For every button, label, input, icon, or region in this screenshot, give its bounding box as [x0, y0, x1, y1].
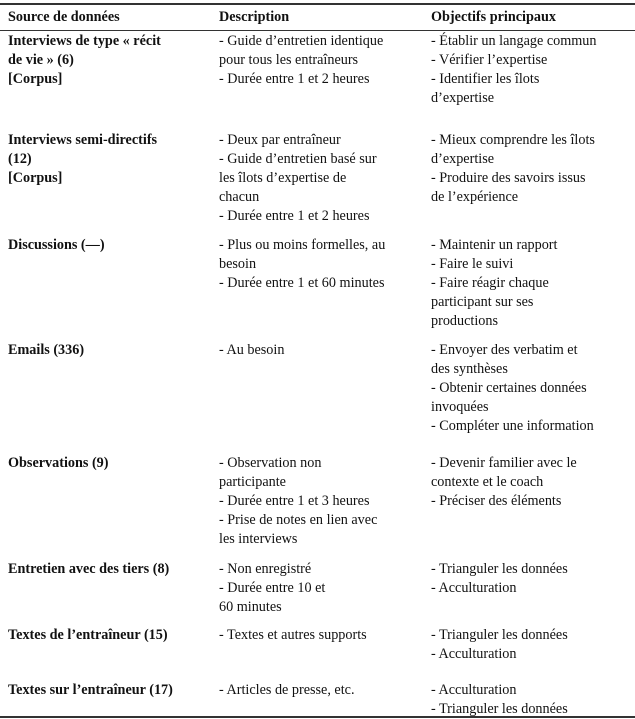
cell-line: des synthèses: [431, 361, 508, 377]
table-header-rule: [0, 30, 635, 31]
cell-line: participant sur ses: [431, 294, 534, 310]
cell-line: de vie » (6): [8, 52, 74, 68]
cell-line: invoquées: [431, 399, 489, 415]
cell-line: les interviews: [219, 531, 298, 547]
cell-line: - Plus ou moins formelles, au: [219, 237, 386, 253]
cell-line: - Deux par entraîneur: [219, 132, 341, 148]
cell-line: Interviews semi-directifs: [8, 132, 158, 148]
cell-line: - Articles de presse, etc.: [219, 682, 355, 698]
cell-line: - Établir un langage commun: [431, 33, 597, 49]
cell-line: pour tous les entraîneurs: [219, 52, 359, 68]
header-source: Source de données: [8, 9, 120, 25]
cell-line: - Compléter une information: [431, 418, 594, 434]
description-cell: [219, 131, 419, 226]
cell-line: chacun: [219, 189, 260, 205]
table-top-rule: [0, 3, 635, 5]
objectifs-cell: [431, 681, 631, 719]
cell-line: - Envoyer des verbatim et: [431, 342, 578, 358]
cell-line: - Durée entre 1 et 60 minutes: [219, 275, 385, 291]
cell-line: - Guide d’entretien basé sur: [219, 151, 377, 167]
description-cell: [219, 560, 419, 617]
cell-line: - Vérifier l’expertise: [431, 52, 548, 68]
cell-line: productions: [431, 313, 498, 329]
cell-line: d’expertise: [431, 151, 495, 167]
cell-line: - Trianguler les données: [431, 561, 568, 577]
cell-line: (12): [8, 151, 32, 167]
objectifs-cell: [431, 560, 631, 598]
description-cell: [219, 32, 419, 89]
header-objectifs: Objectifs principaux: [431, 9, 556, 25]
cell-line: - Faire le suivi: [431, 256, 514, 272]
objectifs-cell: [431, 454, 631, 511]
cell-line: de l’expérience: [431, 189, 519, 205]
objectifs-cell: [431, 32, 631, 108]
cell-line: [Corpus]: [8, 71, 63, 87]
cell-line: Emails (336): [8, 342, 85, 358]
cell-line: - Durée entre 1 et 2 heures: [219, 71, 370, 87]
cell-line: Interviews de type « récit: [8, 33, 161, 49]
cell-line: - Acculturation: [431, 580, 517, 596]
cell-line: contexte et le coach: [431, 474, 544, 490]
source-cell: [8, 626, 218, 645]
cell-line: Discussions (—): [8, 237, 105, 253]
description-cell: [219, 454, 419, 549]
cell-line: - Durée entre 1 et 2 heures: [219, 208, 370, 224]
source-cell: [8, 32, 218, 89]
source-cell: [8, 341, 218, 360]
objectifs-cell: [431, 341, 631, 436]
source-cell: [8, 454, 218, 473]
cell-line: - Obtenir certaines données: [431, 380, 587, 396]
cell-line: - Guide d’entretien identique: [219, 33, 384, 49]
cell-line: 60 minutes: [219, 599, 282, 615]
cell-line: - Prise de notes en lien avec: [219, 512, 378, 528]
source-cell: [8, 681, 218, 700]
source-cell: [8, 236, 218, 255]
objectifs-cell: [431, 131, 631, 207]
cell-line: - Devenir familier avec le: [431, 455, 577, 471]
description-cell: [219, 626, 419, 645]
description-cell: [219, 681, 419, 700]
cell-line: - Non enregistré: [219, 561, 312, 577]
source-cell: [8, 560, 218, 579]
cell-line: Textes sur l’entraîneur (17): [8, 682, 173, 698]
cell-line: participante: [219, 474, 286, 490]
cell-line: - Trianguler les données: [431, 627, 568, 643]
cell-line: - Produire des savoirs issus: [431, 170, 586, 186]
description-cell: [219, 236, 419, 293]
cell-line: - Durée entre 10 et: [219, 580, 326, 596]
cell-line: [Corpus]: [8, 170, 63, 186]
cell-line: - Au besoin: [219, 342, 285, 358]
cell-line: - Observation non: [219, 455, 322, 471]
cell-line: - Faire réagir chaque: [431, 275, 549, 291]
cell-line: - Préciser des éléments: [431, 493, 562, 509]
cell-line: Textes de l’entraîneur (15): [8, 627, 168, 643]
cell-line: d’expertise: [431, 90, 495, 106]
cell-line: besoin: [219, 256, 257, 272]
source-cell: [8, 131, 218, 188]
cell-line: - Acculturation: [431, 646, 517, 662]
cell-line: - Durée entre 1 et 3 heures: [219, 493, 370, 509]
cell-line: - Mieux comprendre les îlots: [431, 132, 595, 148]
objectifs-cell: [431, 626, 631, 664]
cell-line: - Maintenir un rapport: [431, 237, 558, 253]
cell-line: - Trianguler les données: [431, 701, 568, 717]
header-description: Description: [219, 9, 290, 25]
cell-line: - Textes et autres supports: [219, 627, 367, 643]
cell-line: Observations (9): [8, 455, 109, 471]
cell-line: - Identifier les îlots: [431, 71, 540, 87]
description-cell: [219, 341, 419, 360]
objectifs-cell: [431, 236, 631, 331]
cell-line: - Acculturation: [431, 682, 517, 698]
cell-line: les îlots d’expertise de: [219, 170, 347, 186]
cell-line: Entretien avec des tiers (8): [8, 561, 170, 577]
